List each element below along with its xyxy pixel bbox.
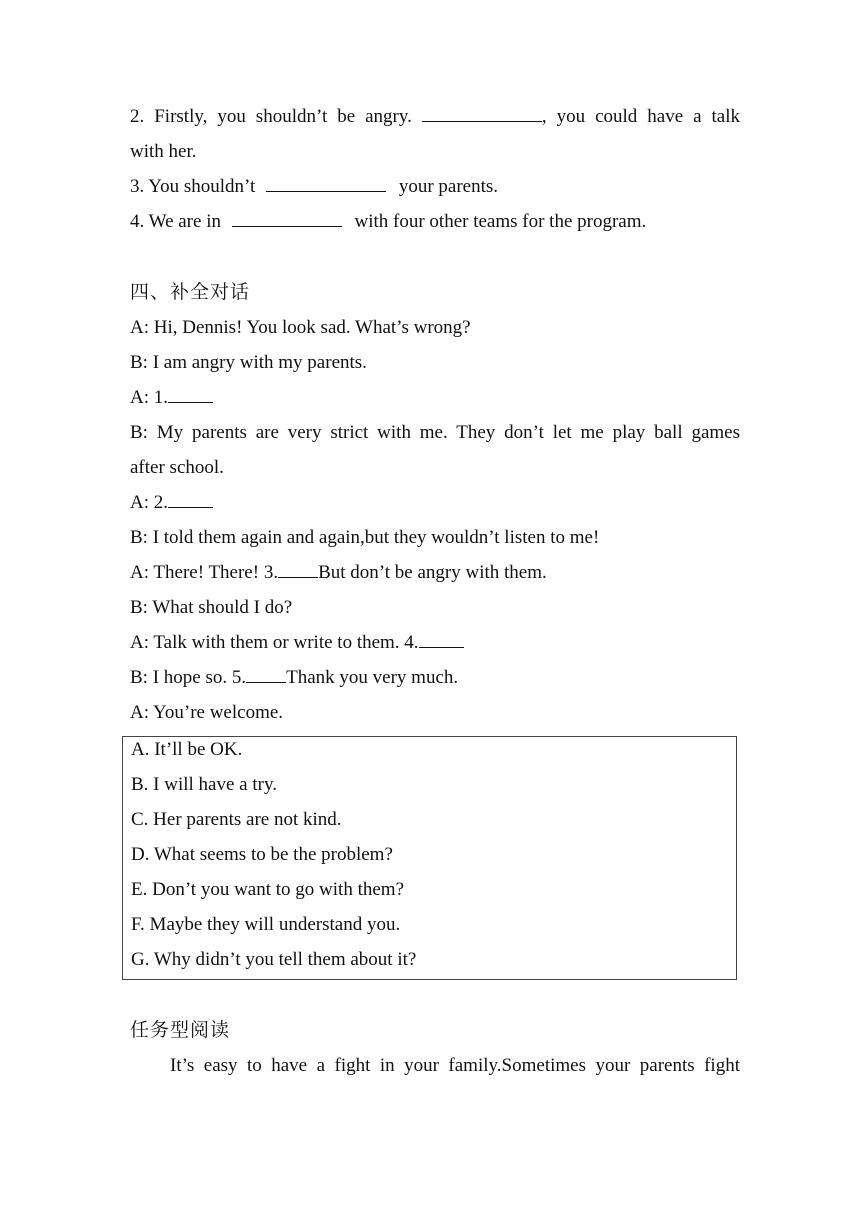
dialogue-line bbox=[130, 450, 740, 485]
answer-blank bbox=[246, 668, 286, 683]
dialogue-line bbox=[130, 590, 740, 625]
question-3 bbox=[130, 169, 740, 204]
dialogue-line bbox=[130, 485, 740, 520]
dialogue-text: B: I told them again and again,but they wouldn’t listen to me! bbox=[130, 527, 600, 548]
dialogue-text: B: I hope so. 5. bbox=[130, 667, 247, 688]
answer-blank bbox=[168, 388, 213, 403]
dialogue-text: after school. bbox=[130, 457, 224, 478]
question-2-text: 2. Firstly, you shouldn’t be angry. bbox=[130, 106, 412, 127]
answer-blank bbox=[232, 212, 342, 227]
answer-blank bbox=[168, 493, 213, 508]
dialogue-text-cont: Thank you very much. bbox=[286, 667, 459, 688]
question-3-text-cont: your parents. bbox=[398, 176, 499, 197]
question-3-text: 3. You shouldn’t bbox=[130, 176, 256, 197]
option-item: F. Maybe they will understand you. bbox=[131, 914, 401, 935]
question-4-text-cont: with four other teams for the program. bbox=[354, 211, 647, 232]
question-2 bbox=[130, 99, 740, 134]
dialogue-text: B: I am angry with my parents. bbox=[130, 352, 367, 373]
options-box bbox=[122, 736, 737, 980]
answer-blank bbox=[278, 563, 318, 578]
dialogue-text: A: 1. bbox=[130, 387, 168, 408]
dialogue-line bbox=[130, 380, 740, 415]
dialogue-line bbox=[130, 310, 740, 345]
option-item: A. It’ll be OK. bbox=[131, 739, 243, 760]
reading-section bbox=[130, 1013, 740, 1083]
answer-blank bbox=[419, 633, 464, 648]
option-item: E. Don’t you want to go with them? bbox=[131, 879, 405, 900]
dialogue-text-cont: But don’t be angry with them. bbox=[318, 562, 547, 583]
option-item: D. What seems to be the problem? bbox=[131, 844, 393, 865]
dialogue-text: A: Hi, Dennis! You look sad. What’s wrong? bbox=[130, 317, 471, 338]
dialogue-section bbox=[130, 275, 740, 730]
dialogue-text: B: What should I do? bbox=[130, 597, 293, 618]
dialogue-line bbox=[130, 415, 740, 450]
dialogue-line bbox=[130, 345, 740, 380]
answer-blank bbox=[266, 177, 386, 192]
dialogue-text: A: You’re welcome. bbox=[130, 702, 284, 723]
reading-paragraph-line: It’s easy to have a fight in your family.Sometimes your parents fight bbox=[170, 1055, 740, 1076]
option-item: G. Why didn’t you tell them about it? bbox=[131, 949, 417, 970]
dialogue-line bbox=[130, 660, 740, 695]
dialogue-line bbox=[130, 625, 740, 660]
question-4 bbox=[130, 204, 740, 239]
question-2-continuation: with her. bbox=[130, 141, 197, 162]
dialogue-text: A: Talk with them or write to them. 4. bbox=[130, 632, 419, 653]
dialogue-text: A: 2. bbox=[130, 492, 168, 513]
dialogue-line bbox=[130, 520, 740, 555]
option-item: B. I will have a try. bbox=[131, 774, 277, 795]
fill-in-section bbox=[130, 99, 740, 239]
dialogue-lines bbox=[130, 310, 740, 730]
option-item: C. Her parents are not kind. bbox=[131, 809, 342, 830]
section-heading: 任务型阅读 bbox=[130, 1019, 231, 1041]
question-2-text-cont: , you could have a talk bbox=[541, 106, 741, 127]
dialogue-line bbox=[130, 555, 740, 590]
dialogue-line bbox=[130, 695, 740, 730]
question-4-text: 4. We are in bbox=[130, 211, 221, 232]
dialogue-text: A: There! There! 3. bbox=[130, 562, 279, 583]
answer-blank bbox=[422, 107, 542, 122]
dialogue-text: B: My parents are very strict with me. They don’t let me play ball games bbox=[130, 422, 740, 443]
section-heading: 四、补全对话 bbox=[130, 281, 251, 303]
